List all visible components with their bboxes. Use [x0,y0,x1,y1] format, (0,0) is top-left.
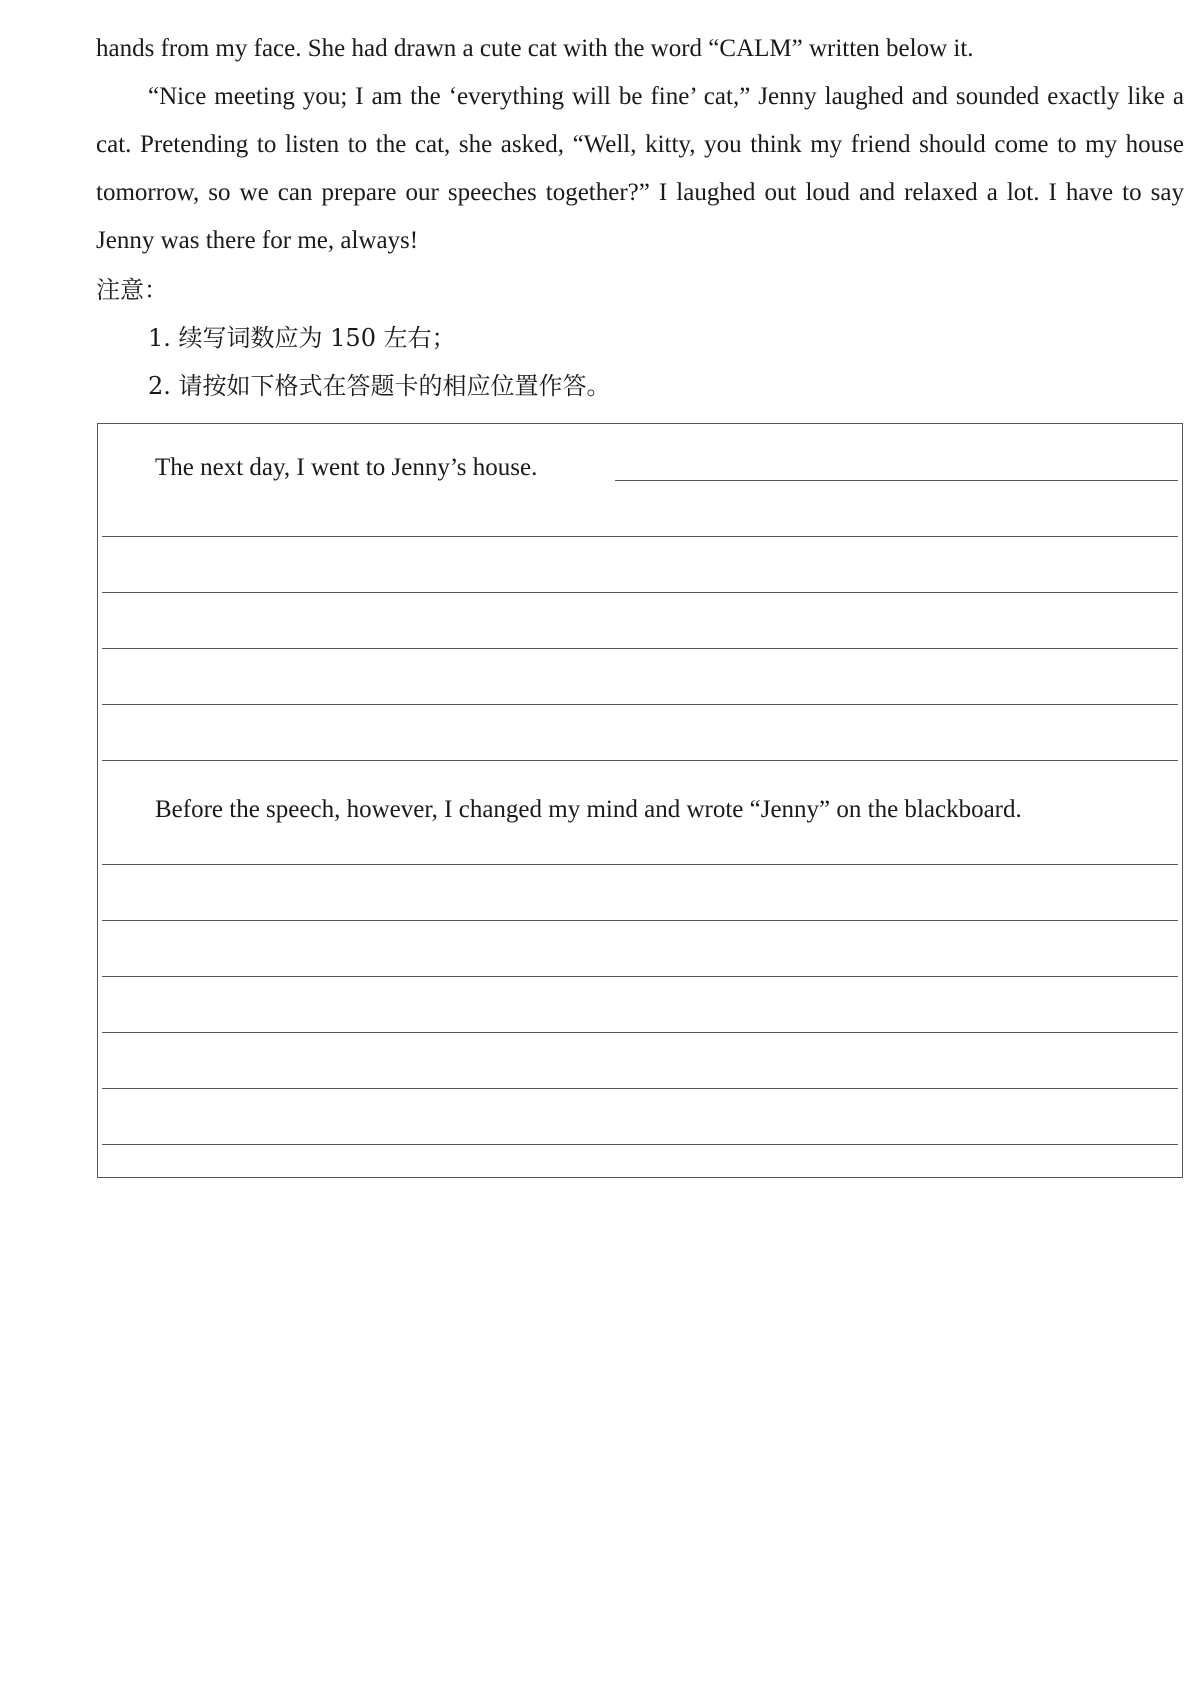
continuation-prompt-2: Before the speech, however, I changed my mind and wrote “Jenny” on the blackboard. [155,796,1022,823]
writing-line[interactable] [102,976,1178,977]
writing-line[interactable] [102,760,1178,761]
writing-line[interactable] [102,864,1178,865]
writing-line[interactable] [102,536,1178,537]
writing-line[interactable] [102,648,1178,649]
continuation-prompt-1: The next day, I went to Jenny’s house. [155,454,538,481]
passage-paragraph-1: hands from my face. She had drawn a cute cat with the word “CALM” written below it. [96,35,974,62]
writing-line[interactable] [102,704,1178,705]
writing-line[interactable] [102,920,1178,921]
notes-title: 注意： [96,276,168,304]
writing-line[interactable] [102,1032,1178,1033]
passage-paragraph-2: “Nice meeting you; I am the ‘everything will be fine’ cat,” Jenny laughed and sounded exactly like a cat. Pretending to listen to the cat, she asked, “Well, kitty, you think my friend should come to my house tomorrow, so we can prepare our speeches together?” I laughed out loud and relaxed a lot. I have to say Jenny was there for me, always! [96,83,1184,254]
writing-line[interactable] [102,1144,1178,1145]
writing-line[interactable] [102,592,1178,593]
writing-line[interactable] [102,1088,1178,1089]
note-item-1: 1. 续写词数应为 150 左右； [148,324,456,352]
writing-line[interactable] [615,480,1178,481]
note-item-2: 2. 请按如下格式在答题卡的相应位置作答。 [148,372,611,400]
answer-box [97,423,1183,1178]
